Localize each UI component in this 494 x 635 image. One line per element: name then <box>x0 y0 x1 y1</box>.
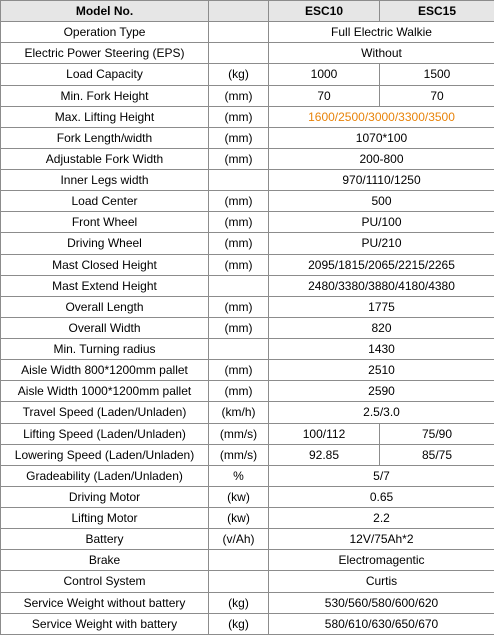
row-value-esc15: 1500 <box>380 64 494 85</box>
row-unit: (kg) <box>209 613 269 634</box>
row-label: Lifting Speed (Laden/Unladen) <box>1 423 209 444</box>
row-unit: (mm) <box>209 212 269 233</box>
row-unit: (mm) <box>209 233 269 254</box>
row-unit: (mm) <box>209 191 269 212</box>
table-row <box>1 43 494 64</box>
table-row <box>1 550 494 571</box>
row-unit <box>209 571 269 592</box>
row-value: 1070*100 <box>269 127 494 148</box>
row-value: Curtis <box>269 571 494 592</box>
row-label: Mast Extend Height <box>1 275 209 296</box>
row-value-highlight: 1600/2500/3000/3300/3500 <box>269 106 494 127</box>
row-value: 500 <box>269 191 494 212</box>
row-unit: (mm) <box>209 148 269 169</box>
row-value: Full Electric Walkie <box>269 22 494 43</box>
row-value: 2095/1815/2065/2215/2265 <box>269 254 494 275</box>
row-label: Electric Power Steering (EPS) <box>1 43 209 64</box>
row-value: 1775 <box>269 296 494 317</box>
table-row <box>1 64 494 85</box>
row-value-esc10: 92.85 <box>269 444 380 465</box>
row-label: Travel Speed (Laden/Unladen) <box>1 402 209 423</box>
table-row <box>1 486 494 507</box>
table-row <box>1 106 494 127</box>
row-unit: (kw) <box>209 486 269 507</box>
table-row <box>1 571 494 592</box>
row-label: Lifting Motor <box>1 508 209 529</box>
row-label: Min. Turning radius <box>1 339 209 360</box>
header-label: Model No. <box>1 1 209 22</box>
row-value: PU/100 <box>269 212 494 233</box>
row-unit <box>209 170 269 191</box>
table-row <box>1 254 494 275</box>
row-unit: (mm) <box>209 296 269 317</box>
row-label: Inner Legs width <box>1 170 209 191</box>
row-unit: (mm) <box>209 254 269 275</box>
row-value: 2510 <box>269 360 494 381</box>
row-value-esc15: 85/75 <box>380 444 494 465</box>
header-unit <box>209 1 269 22</box>
row-label: Min. Fork Height <box>1 85 209 106</box>
row-unit: (mm) <box>209 381 269 402</box>
row-value: 2.2 <box>269 508 494 529</box>
table-row <box>1 296 494 317</box>
row-label: Adjustable Fork Width <box>1 148 209 169</box>
row-label: Aisle Width 800*1200mm pallet <box>1 360 209 381</box>
row-unit: (mm) <box>209 85 269 106</box>
row-label: Control System <box>1 571 209 592</box>
row-unit: (mm/s) <box>209 444 269 465</box>
table-row <box>1 529 494 550</box>
row-label: Driving Motor <box>1 486 209 507</box>
row-value: 820 <box>269 317 494 338</box>
row-label: Load Center <box>1 191 209 212</box>
row-unit: (mm) <box>209 317 269 338</box>
table-row <box>1 402 494 423</box>
row-label: Fork Length/width <box>1 127 209 148</box>
table-row <box>1 170 494 191</box>
row-value-esc15: 75/90 <box>380 423 494 444</box>
row-label: Driving Wheel <box>1 233 209 254</box>
table-row <box>1 191 494 212</box>
row-value-esc10: 100/112 <box>269 423 380 444</box>
table-row <box>1 339 494 360</box>
row-unit <box>209 22 269 43</box>
table-row <box>1 444 494 465</box>
row-value: Without <box>269 43 494 64</box>
row-unit: % <box>209 465 269 486</box>
row-label: Operation Type <box>1 22 209 43</box>
row-value: 0.65 <box>269 486 494 507</box>
table-row <box>1 423 494 444</box>
table-row <box>1 508 494 529</box>
table-row <box>1 127 494 148</box>
row-value-esc10: 70 <box>269 85 380 106</box>
row-label: Overall Width <box>1 317 209 338</box>
row-unit: (kg) <box>209 64 269 85</box>
row-label: Mast Closed Height <box>1 254 209 275</box>
row-label: Gradeability (Laden/Unladen) <box>1 465 209 486</box>
table-row <box>1 85 494 106</box>
row-unit <box>209 275 269 296</box>
row-unit <box>209 339 269 360</box>
row-unit: (kg) <box>209 592 269 613</box>
row-unit: (mm) <box>209 360 269 381</box>
table-row <box>1 592 494 613</box>
row-unit: (v/Ah) <box>209 529 269 550</box>
row-unit: (mm) <box>209 106 269 127</box>
row-value: 200-800 <box>269 148 494 169</box>
table-row <box>1 233 494 254</box>
row-label: Lowering Speed (Laden/Unladen) <box>1 444 209 465</box>
row-value: 5/7 <box>269 465 494 486</box>
table-row <box>1 317 494 338</box>
row-label: Max. Lifting Height <box>1 106 209 127</box>
table-row <box>1 275 494 296</box>
row-value: 1430 <box>269 339 494 360</box>
row-unit: (mm/s) <box>209 423 269 444</box>
header-row <box>1 1 494 22</box>
row-value: 2.5/3.0 <box>269 402 494 423</box>
header-model-esc10: ESC10 <box>269 1 380 22</box>
row-label: Service Weight with battery <box>1 613 209 634</box>
row-unit <box>209 43 269 64</box>
table-row <box>1 613 494 634</box>
row-label: Brake <box>1 550 209 571</box>
row-label: Service Weight without battery <box>1 592 209 613</box>
header-model-esc15: ESC15 <box>380 1 494 22</box>
row-value: 2480/3380/3880/4180/4380 <box>269 275 494 296</box>
row-value: PU/210 <box>269 233 494 254</box>
row-value-esc10: 1000 <box>269 64 380 85</box>
row-value: 580/610/630/650/670 <box>269 613 494 634</box>
row-value-esc15: 70 <box>380 85 494 106</box>
table-row <box>1 148 494 169</box>
table-row <box>1 465 494 486</box>
table-row <box>1 381 494 402</box>
row-unit: (mm) <box>209 127 269 148</box>
row-value: 530/560/580/600/620 <box>269 592 494 613</box>
row-label: Battery <box>1 529 209 550</box>
row-value: 2590 <box>269 381 494 402</box>
table-row <box>1 22 494 43</box>
row-label: Overall Length <box>1 296 209 317</box>
row-unit: (km/h) <box>209 402 269 423</box>
table-row <box>1 360 494 381</box>
row-unit: (kw) <box>209 508 269 529</box>
row-label: Load Capacity <box>1 64 209 85</box>
row-value: 12V/75Ah*2 <box>269 529 494 550</box>
row-label: Aisle Width 1000*1200mm pallet <box>1 381 209 402</box>
table-row <box>1 212 494 233</box>
row-value: 970/1110/1250 <box>269 170 494 191</box>
row-unit <box>209 550 269 571</box>
row-value: Electromagentic <box>269 550 494 571</box>
row-label: Front Wheel <box>1 212 209 233</box>
